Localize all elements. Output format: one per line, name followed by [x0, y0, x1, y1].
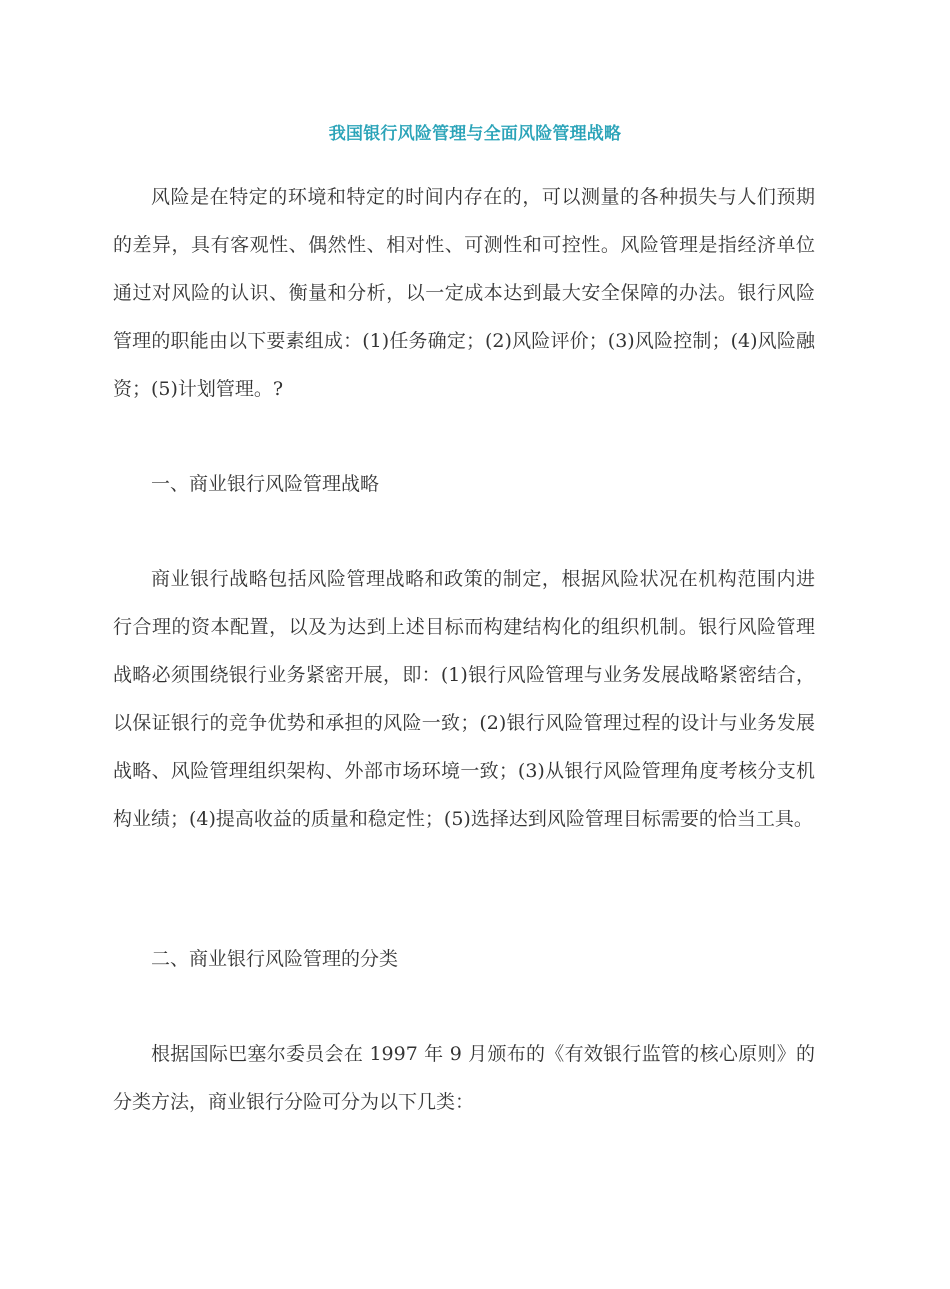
section-heading-strategy: 一、商业银行风险管理战略 [151, 473, 380, 495]
intro-paragraph: 风险是在特定的环境和特定的时间内存在的，可以测量的各种损失与人们预期的差异，具有客观性、偶然性、相对性、可测性和可控性。风险管理是指经济单位通过对风险的认识、衡量和分析，以一定成本达到最大安全保障的办法。银行风险管理的职能由以下要素组成：(1)任务确定；(2)风险评价；(3)风险控制；(4)风险融资；(5)计划管理。? [113, 186, 815, 400]
strategy-paragraph: 商业银行战略包括风险管理战略和政策的制定，根据风险状况在机构范围内进行合理的资本配置，以及为达到上述目标而构建结构化的组织机制。银行风险管理战略必须围绕银行业务紧密开展，即：(1)银行风险管理与业务发展战略紧密结合，以保证银行的竞争优势和承担的风险一致；(2)银行风险管理过程的设计与业务发展战略、风险管理组织架构、外部市场环境一致；(3)从银行风险管理角度考核分支机构业绩；(4)提高收益的质量和稳定性；(5)选择达到风险管理目标需要的恰当工具。 [113, 568, 815, 830]
document-title: 我国银行风险管理与全面风险管理战略 [328, 124, 622, 144]
classification-paragraph: 根据国际巴塞尔委员会在 1997 年 9 月颁布的《有效银行监管的核心原则》的分类方法，商业银行分险可分为以下几类： [113, 1043, 815, 1113]
section-heading-classification: 二、商业银行风险管理的分类 [151, 948, 399, 970]
